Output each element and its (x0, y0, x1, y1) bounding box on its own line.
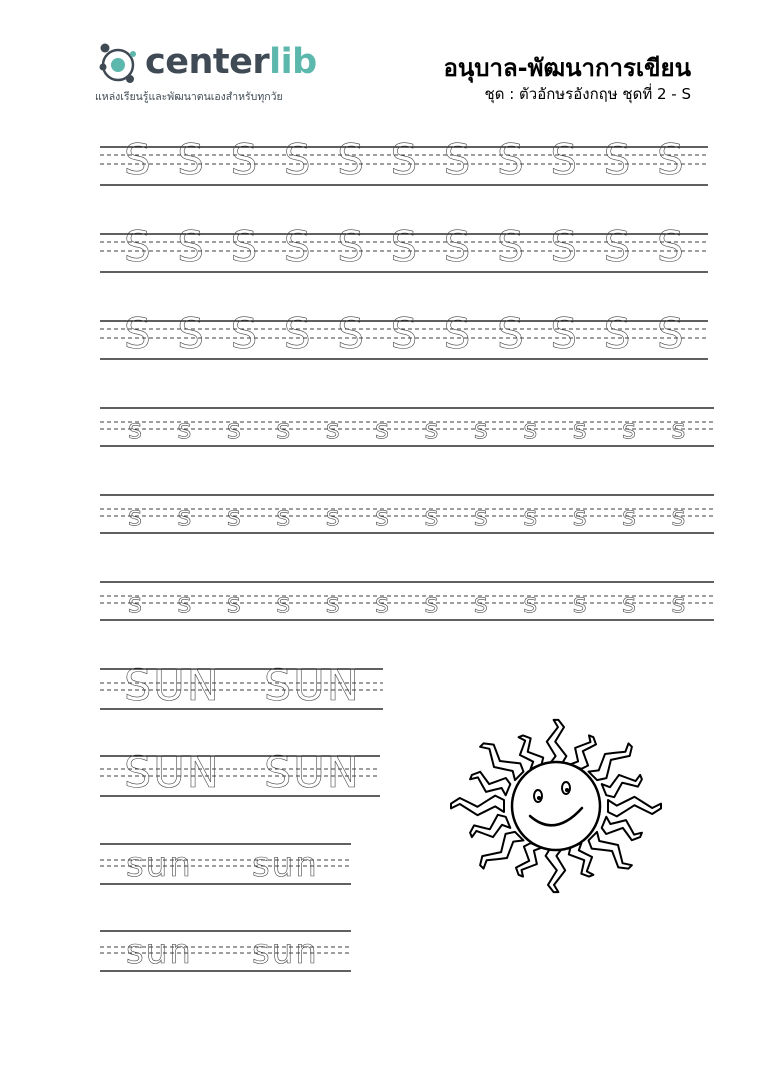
tracing-glyph: s (128, 501, 143, 532)
molecule-logo-icon (95, 40, 141, 86)
tracing-glyph: S (550, 222, 578, 271)
tracing-glyph: s (473, 414, 488, 445)
tracing-glyph: S (390, 309, 418, 358)
tracing-glyph: s (226, 501, 241, 532)
sun-ray (480, 743, 523, 780)
tracing-glyph: s (177, 501, 192, 532)
tracing-glyph: S (657, 222, 684, 271)
sun-ray (570, 735, 596, 769)
tracing-glyph: S (124, 135, 151, 184)
guide-lines (0, 314, 763, 374)
tracing-glyph: S (603, 309, 631, 358)
page-title: อนุบาล-พัฒนาการเขียน (443, 54, 691, 82)
tracing-glyph: S (124, 309, 151, 358)
guide-lines (0, 923, 763, 983)
tracing-glyph: s (375, 588, 390, 619)
sun-ray (602, 817, 642, 840)
tracing-glyph: S (177, 135, 204, 184)
tracing-glyph: s (523, 588, 538, 619)
sun-ray (589, 743, 632, 780)
tracing-word: sun (126, 932, 193, 972)
tracing-glyph: s (325, 501, 340, 532)
tracing-glyph: S (177, 309, 204, 358)
tracing-word: sun (252, 932, 319, 972)
tracing-glyph: s (572, 414, 587, 445)
sun-ray (547, 720, 567, 764)
sun-ray (470, 815, 510, 837)
sun-ray (546, 849, 566, 893)
tracing-glyph: s (276, 414, 291, 445)
tracing-glyph: s (424, 501, 439, 532)
tracing-glyph: s (572, 588, 587, 619)
tracing-glyph: s (622, 588, 637, 619)
tracing-word: SUN (264, 748, 361, 798)
tracing-glyph: S (124, 222, 151, 271)
tracing-glyph: s (325, 414, 340, 445)
tracing-glyph: S (497, 135, 524, 184)
tracing-glyph: s (622, 414, 637, 445)
tracing-word: SUN (124, 748, 221, 798)
tracing-glyph: S (443, 222, 471, 271)
tracing-glyph: s (671, 588, 686, 619)
sun-icon (430, 708, 680, 918)
tracing-glyph: S (283, 135, 311, 184)
tracing-row[interactable] (0, 488, 763, 548)
tracing-row[interactable] (0, 309, 763, 374)
tracing-glyph: S (177, 222, 204, 271)
sun-ray (451, 796, 504, 816)
tracing-glyph: S (337, 222, 364, 271)
tracing-glyph: S (550, 309, 578, 358)
tracing-glyph: s (473, 501, 488, 532)
brand-wordmark: centerlib (145, 42, 317, 82)
tracing-glyph: s (375, 414, 390, 445)
tracing-glyph: S (657, 309, 684, 358)
tracing-glyph: s (671, 414, 686, 445)
tracing-glyph: s (128, 588, 143, 619)
tracing-glyph: S (603, 222, 631, 271)
sun-ray (602, 775, 642, 797)
guide-lines (0, 140, 763, 200)
sun-ray (608, 797, 661, 817)
tracing-glyph: s (226, 414, 241, 445)
tracing-glyph: S (443, 135, 471, 184)
tracing-glyph: s (276, 588, 291, 619)
tracing-glyph: S (603, 135, 631, 184)
tracing-glyph: S (497, 309, 524, 358)
sun-ray (589, 832, 632, 869)
page-subtitle: ชุด : ตัวอักษรอังกฤษ ชุดที่ 2 - S (484, 85, 691, 103)
tracing-glyph: S (497, 222, 524, 271)
tracing-row[interactable] (0, 222, 763, 287)
tracing-glyph: s (375, 501, 390, 532)
brand-tagline: แหล่งเรียนรู้และพัฒนาตนเองสำหรับทุกวัย (95, 91, 283, 103)
tracing-glyph: S (230, 222, 258, 271)
brand-logo (95, 38, 325, 108)
tracing-row[interactable] (0, 401, 763, 461)
tracing-glyph: s (325, 588, 340, 619)
tracing-glyph: s (572, 501, 587, 532)
word-tracing-row[interactable] (0, 923, 763, 983)
tracing-word: sun (126, 845, 193, 885)
tracing-glyph: s (473, 588, 488, 619)
tracing-glyph: s (177, 588, 192, 619)
tracing-glyph: s (424, 414, 439, 445)
sun-ray (516, 843, 542, 877)
tracing-glyph: S (337, 309, 364, 358)
tracing-glyph: S (390, 222, 418, 271)
guide-lines (0, 227, 763, 287)
tracing-glyph: S (337, 135, 364, 184)
tracing-glyph: s (671, 501, 686, 532)
tracing-glyph: s (226, 588, 241, 619)
tracing-row[interactable] (0, 575, 763, 635)
tracing-glyph: s (424, 588, 439, 619)
tracing-glyph: S (443, 309, 471, 358)
tracing-glyph: S (230, 135, 258, 184)
sun-ray (480, 832, 523, 869)
tracing-glyph: S (390, 135, 418, 184)
tracing-row[interactable] (0, 135, 763, 200)
tracing-glyph: s (622, 501, 637, 532)
tracing-glyph: S (550, 135, 578, 184)
tracing-glyph: S (283, 222, 311, 271)
tracing-glyph: s (523, 414, 538, 445)
sun-ray (470, 772, 510, 795)
tracing-glyph: S (230, 309, 258, 358)
tracing-glyph: s (128, 414, 143, 445)
tracing-glyph: s (523, 501, 538, 532)
tracing-glyph: s (177, 414, 192, 445)
tracing-word: sun (252, 845, 319, 885)
tracing-word: SUN (264, 661, 361, 711)
tracing-word: SUN (124, 661, 221, 711)
tracing-glyph: s (276, 501, 291, 532)
tracing-glyph: S (657, 135, 684, 184)
tracing-glyph: S (283, 309, 311, 358)
